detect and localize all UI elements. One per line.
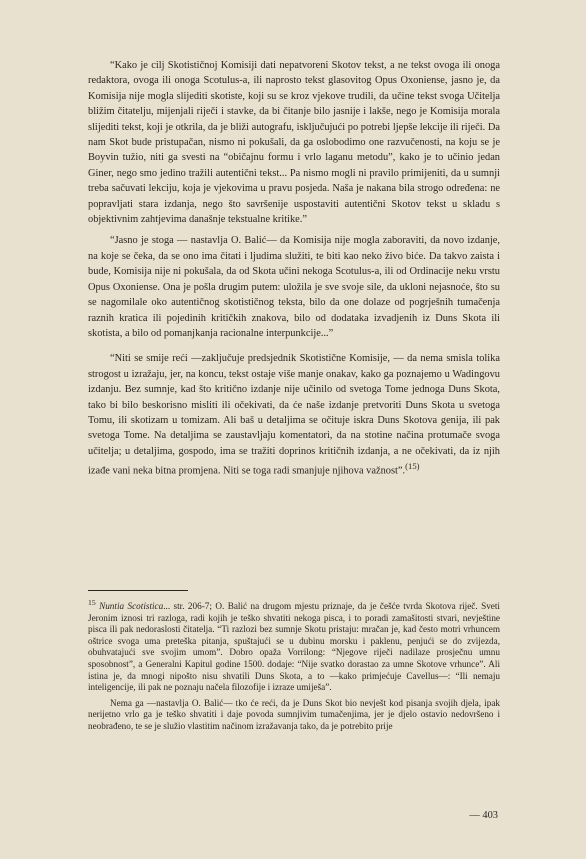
footnote-marker: 15 xyxy=(88,598,96,607)
footnote-15-text: ... str. 206-7; O. Balić na drugom mjestu priznaje, da je češće tvrda Skotova riječ. Sveti Jeronim iznosi tri razloga, radi kojih je teško shvatiti nekoga pisca, i to poradi zamašitosti stvari, nevještine pisca ili pak nedoraslosti čitatelja. “Ti razlozi bez sumnje Skotu pristaju: mračan je, kad često motri vrhuncem oštrice svoga uma preteška pitanja, spuštajući se u dubinu morsku i paklenu, penjući se do zvijezda, obuhvatajući sve svojim umom”. Dobro opaža Vorrilong: “Njegove riječi nadilaze prosječnu umnu sposobnost”, a Generalni Kapitul godine 1500. dodaje: “Nije svatko dorastao za umne Skotove vrhunce”. Ali istina je, da mnogi nipošto nisu shvatili Duns Skota, a to —kako primjećuje Cavellus—: “Ili nemaju inteligencije, ili pak ne poznaju načela filozofije i izraze umiješa”. xyxy=(88,601,500,693)
paragraph-1: “Kako je cilj Skotističnoj Komisiji dati nepatvoreni Skotov tekst, a ne tekst ovoga ili onoga redaktora, ovoga ili onoga Scotulus-a, ili naprosto tekst glasovitog Opus Oxoniense, jasno je, da Komisija nije mogla slijediti skotiste, koji su se kroz vjekove trudili, da učine tekst svoga Učitelja bližim čitatelju, mijenjali riječi i stavke, da bi čitanje bilo jasnije i lakše, nego je Komisija morala slijediti tekst, koji je otkrila, da je bliži autografu, isključujući po potrebi ljepše lekcije ili riječi. Da nam Skot bude pristupačan, nismo ni pokušali, da ga oslobodimo one razvučenosti, na koju se je Boyvin tužio, niti ga svesti na “običajnu formu i vrlo laganu metodu”, kako je to učinio jedan Giner, nego smo jedino tražili autentični tekst... Pa nismo mogli ni pravilo primijeniti, da u sumnji treba sačuvati lekciju, koja je vjekovima u pravu posjeda. Naša je nakana bila strogo određena: ne popravljati stara izdanja, nego što savršenije uspostaviti autentični Skotov tekst u skladu s objektivnim zahtjevima današnje tekstualne kritike.” xyxy=(88,60,500,226)
footnote-15 xyxy=(88,597,500,694)
footnote-reference: (15) xyxy=(405,461,420,472)
page-number: — 403 xyxy=(469,810,498,821)
paragraph-2: “Jasno je stoga — nastavlja O. Balić— da Komisija nije mogla zaboraviti, da novo izdanje, na koje se čeka, da se ono ima čitati i ljudima služiti, te biti kao neko živo biće. Da takvo zaista i bude, Komisija nije ni pokušala, da od Skota učini nekoga Scotulus-a, ili od Ordinacije neku vrstu Opus Oxoniense. Ona je pošla drugim putem: uložila je sve svoje sile, da ukloni nejasnoće, što su se nagomilale oko autentičnog skotističnog teksta, bilo da one dolaze od pogrješnih tumačenja raznih kratica ili pojedinih kritičkih znakova, bilo od dodataka izvadjenih iz Duns Skota ili skotista, a bilo od pomanjkanja racionalne interpunkcije...” xyxy=(88,235,500,339)
paragraph-3-text: “Niti se smije reći —zaključuje predsjednik Skotistične Komisije, — da nema smisla tolika strogost u izražaju, jer, na koncu, tekst ostaje više manje onakav, kako ga poznajemo u Wadingovu izdanju. Bez sumnje, kad što kritično izdanje nije učinilo od svetoga Tome jednoga Duns Skota, tako bi bilo beskorisno misliti ili očekivati, da će naše izdanje pretvoriti Duns Skota u svetoga Tomu, ili skotizam u tomizam. Ali baš u detaljima se očituje iskra Duns Skotova genija, ili pak svetoga Tome. Na detaljima se zaustavljaju komentatori, da na stotine načina protumače svoga učitelja; u detaljima, gospodo, ima se tražiti doprinos kritičnih izdanja, a ne očekivati, da iz njih izađe vani neka bitna promjena. Niti se toga radi smanjuje njihova važnost”. xyxy=(88,353,500,477)
footnote-rule xyxy=(88,590,188,591)
footnote-source-title: Nuntia Scotistica xyxy=(99,601,164,612)
paragraph-3 xyxy=(88,351,500,479)
main-text xyxy=(88,58,500,489)
footnote-15-continuation: Nema ga —nastavlja O. Balić— tko će reći, da je Duns Skot bio nevješt kod pisanja svojih djela, ipak nerijetno vrlo ga je teško shvatiti i daje povoda sumnjivim tumačenjima, jer je djelo ostavio nedovršeno i neobrađeno, te se je služio vlastitim načinom izražavanja tako, da je potrebito prije xyxy=(88,697,500,731)
footnotes xyxy=(88,597,500,737)
